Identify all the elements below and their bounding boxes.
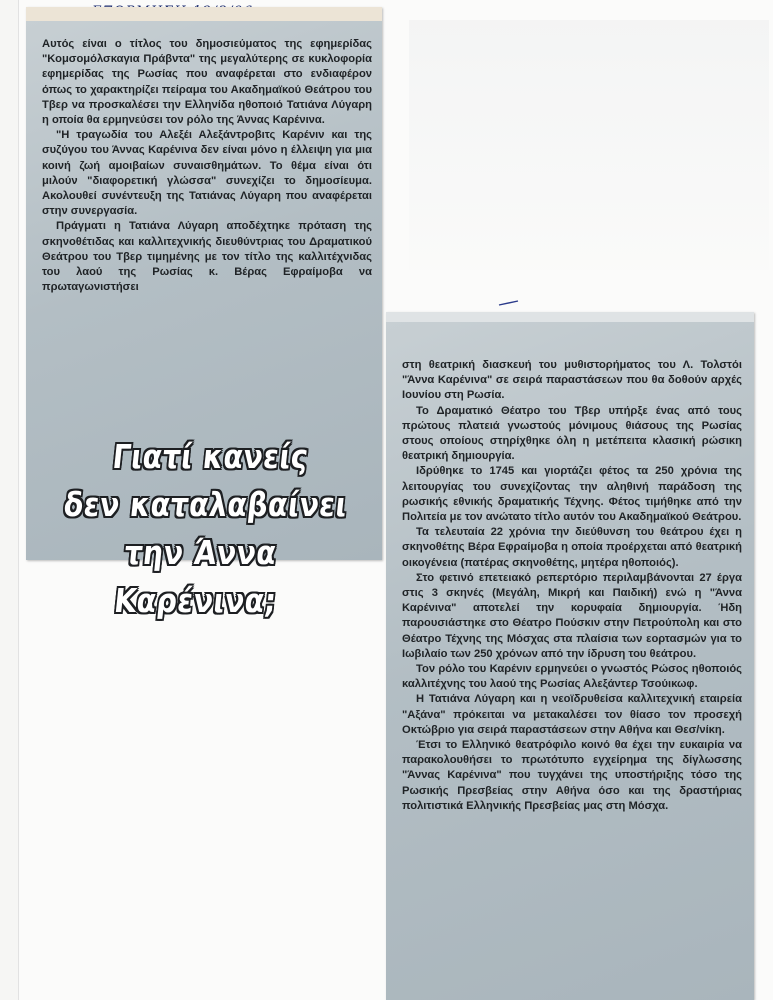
article-paragraph: Στο φετινό επετειακό ρεπερτόριο περιλαμβάνονται 27 έργα στις 3 σκηνές (Μεγάλη, Μικρή και Παιδική) ενώ η "Άννα Καρένινα" αποτελεί την κορυφαία δημιουργία. Ήδη παρουσιάστηκε στο Θέατρο Πούσκιν στην Πετρούπολη και στο Θέατρο Τέχνης της Μόσχας στα πλαίσια των εορτασμών για το Ιωβιλαίο των 250 χρόνων από την ίδρυση του θεάτρου. [402, 571, 742, 660]
article-paragraph: "Η τραγωδία του Αλεξέι Αλεξάντροβιτς Καρένιν και της συζύγου του Άννας Καρένινα δεν είναι μόνο η έλλειψη για μια κοινή ζωή αμοιβαίων συναισθημάτων. Το θέμα είναι ότι μιλούν "διαφορετική γλώσσα" συνεχίζει το δημοσίευμα. Ακολουθεί συνέντευξη της Τατιάνας Λύγαρη που αναφέρεται στην συνεργασία. [42, 129, 372, 218]
headline-line: Γιατί κανείς [110, 437, 311, 476]
article-paragraph: Έτσι το Ελληνικό θεατρόφιλο κοινό θα έχει την ευκαιρία να παρακολουθήσει το πρωτότυπο εγχείρημα της δίγλωσσης "Άννας Καρένινα" που τυγχάνει της υποστήριξης τόσο της Ρωσικής Πρεσβείας στην Αθήνα όσο και της δραστήριας πολιτιστικά Ελληνικής Πρεσβείας μας στη Μόσχα. [402, 739, 742, 812]
article-paragraph: Η Τατιάνα Λύγαρη και η νεοϊδρυθείσα καλλιτεχνική εταιρεία "Αξάνα" πρόκειται να μετακαλέσει τον θίασο τον προσεχή Οκτώβριο για σειρά παραστάσεων στην Αθήνα και Θεσ/νίκη. [402, 693, 742, 736]
headline-line: την Άννα Καρένινα; [112, 533, 279, 620]
article-paragraph: στη θεατρική διασκευή του μυθιστορήματος του Λ. Τολστόι "Άννα Καρένινα" σε σειρά παραστάσεων που θα δοθούν αρχές Ιουνίου στη Ρωσία. [402, 359, 742, 402]
article-headline [44, 433, 362, 625]
article-paragraph: Ιδρύθηκε το 1745 και γιορτάζει φέτος τα 250 χρόνια της λειτουργίας του συνεχίζοντας την αληθινή παράδοση της ρωσικής εθνικής δραματικής Τέχνης. Φέτος τιμήθηκε από την Πολιτεία με τον ανώτατο τίτλο αυτόν του Ακαδημαϊκού Θεάτρου. [402, 465, 742, 524]
bleed-through-shadow [409, 20, 769, 270]
headline-line: δεν καταλαβαίνει [61, 485, 350, 524]
clipping-right [386, 312, 754, 1000]
article-paragraph: Τον ρόλο του Καρένιν ερμηνεύει ο γνωστός Ρώσος ηθοποιός καλλιτέχνης του λαού της Ρωσίας Αλεξάντερ Τσούικωφ. [402, 663, 742, 691]
pen-stroke-mark [498, 300, 520, 306]
right-article-text [402, 358, 742, 814]
article-paragraph: Πράγματι η Τατιάνα Λύγαρη αποδέχτηκε πρόταση της σκηνοθέτιδας και καλλιτεχνικής διευθύντριας του Δραματικού Θεάτρου του Τβερ τιμημένης με τον τίτλο της καλλιτέχνιδας του λαού της Ρωσίας κ. Βέρας Εφραίμοβα να πρωταγωνιστήσει [42, 220, 372, 294]
left-article-text [42, 37, 372, 295]
clipping-left [26, 7, 382, 620]
article-paragraph: Το Δραματικό Θέατρο του Τβερ υπήρξε ένας από τους πρώτους πλατειά γνωστούς μόνιμους θιάσους της Ρωσίας στους οποίους στηρίχθηκε όλη η μετέπειτα κλασική ρώσικη θεατρική δημιουργία. [402, 404, 742, 463]
article-paragraph: Αυτός είναι ο τίτλος του δημοσιεύματος της εφημερίδας "Κομσομόλσκαγια Πράβντα" της μεγαλύτερης σε κυκλοφορία εφημερίδας της Ρωσίας που αναφέρεται στο ενδιαφέρον όπως το χαρακτηρίζει πείραμα του Ακαδημαϊκού Θεάτρου του Τβερ να προσκαλέσει την Ελληνίδα ηθοποιό Τατιάνα Λύγαρη η οποία θα ερμηνεύσει τον ρόλο της Άννας Καρένινα. [42, 38, 372, 127]
article-paragraph: Τα τελευταία 22 χρόνια την διεύθυνση του θεάτρου έχει η σκηνοθέτης Βέρα Εφραίμοβα η οποία προέρχεται από θεατρική οικογένεια (πατέρας σκηνοθέτης, μητέρα ηθοποιός). [402, 526, 742, 569]
